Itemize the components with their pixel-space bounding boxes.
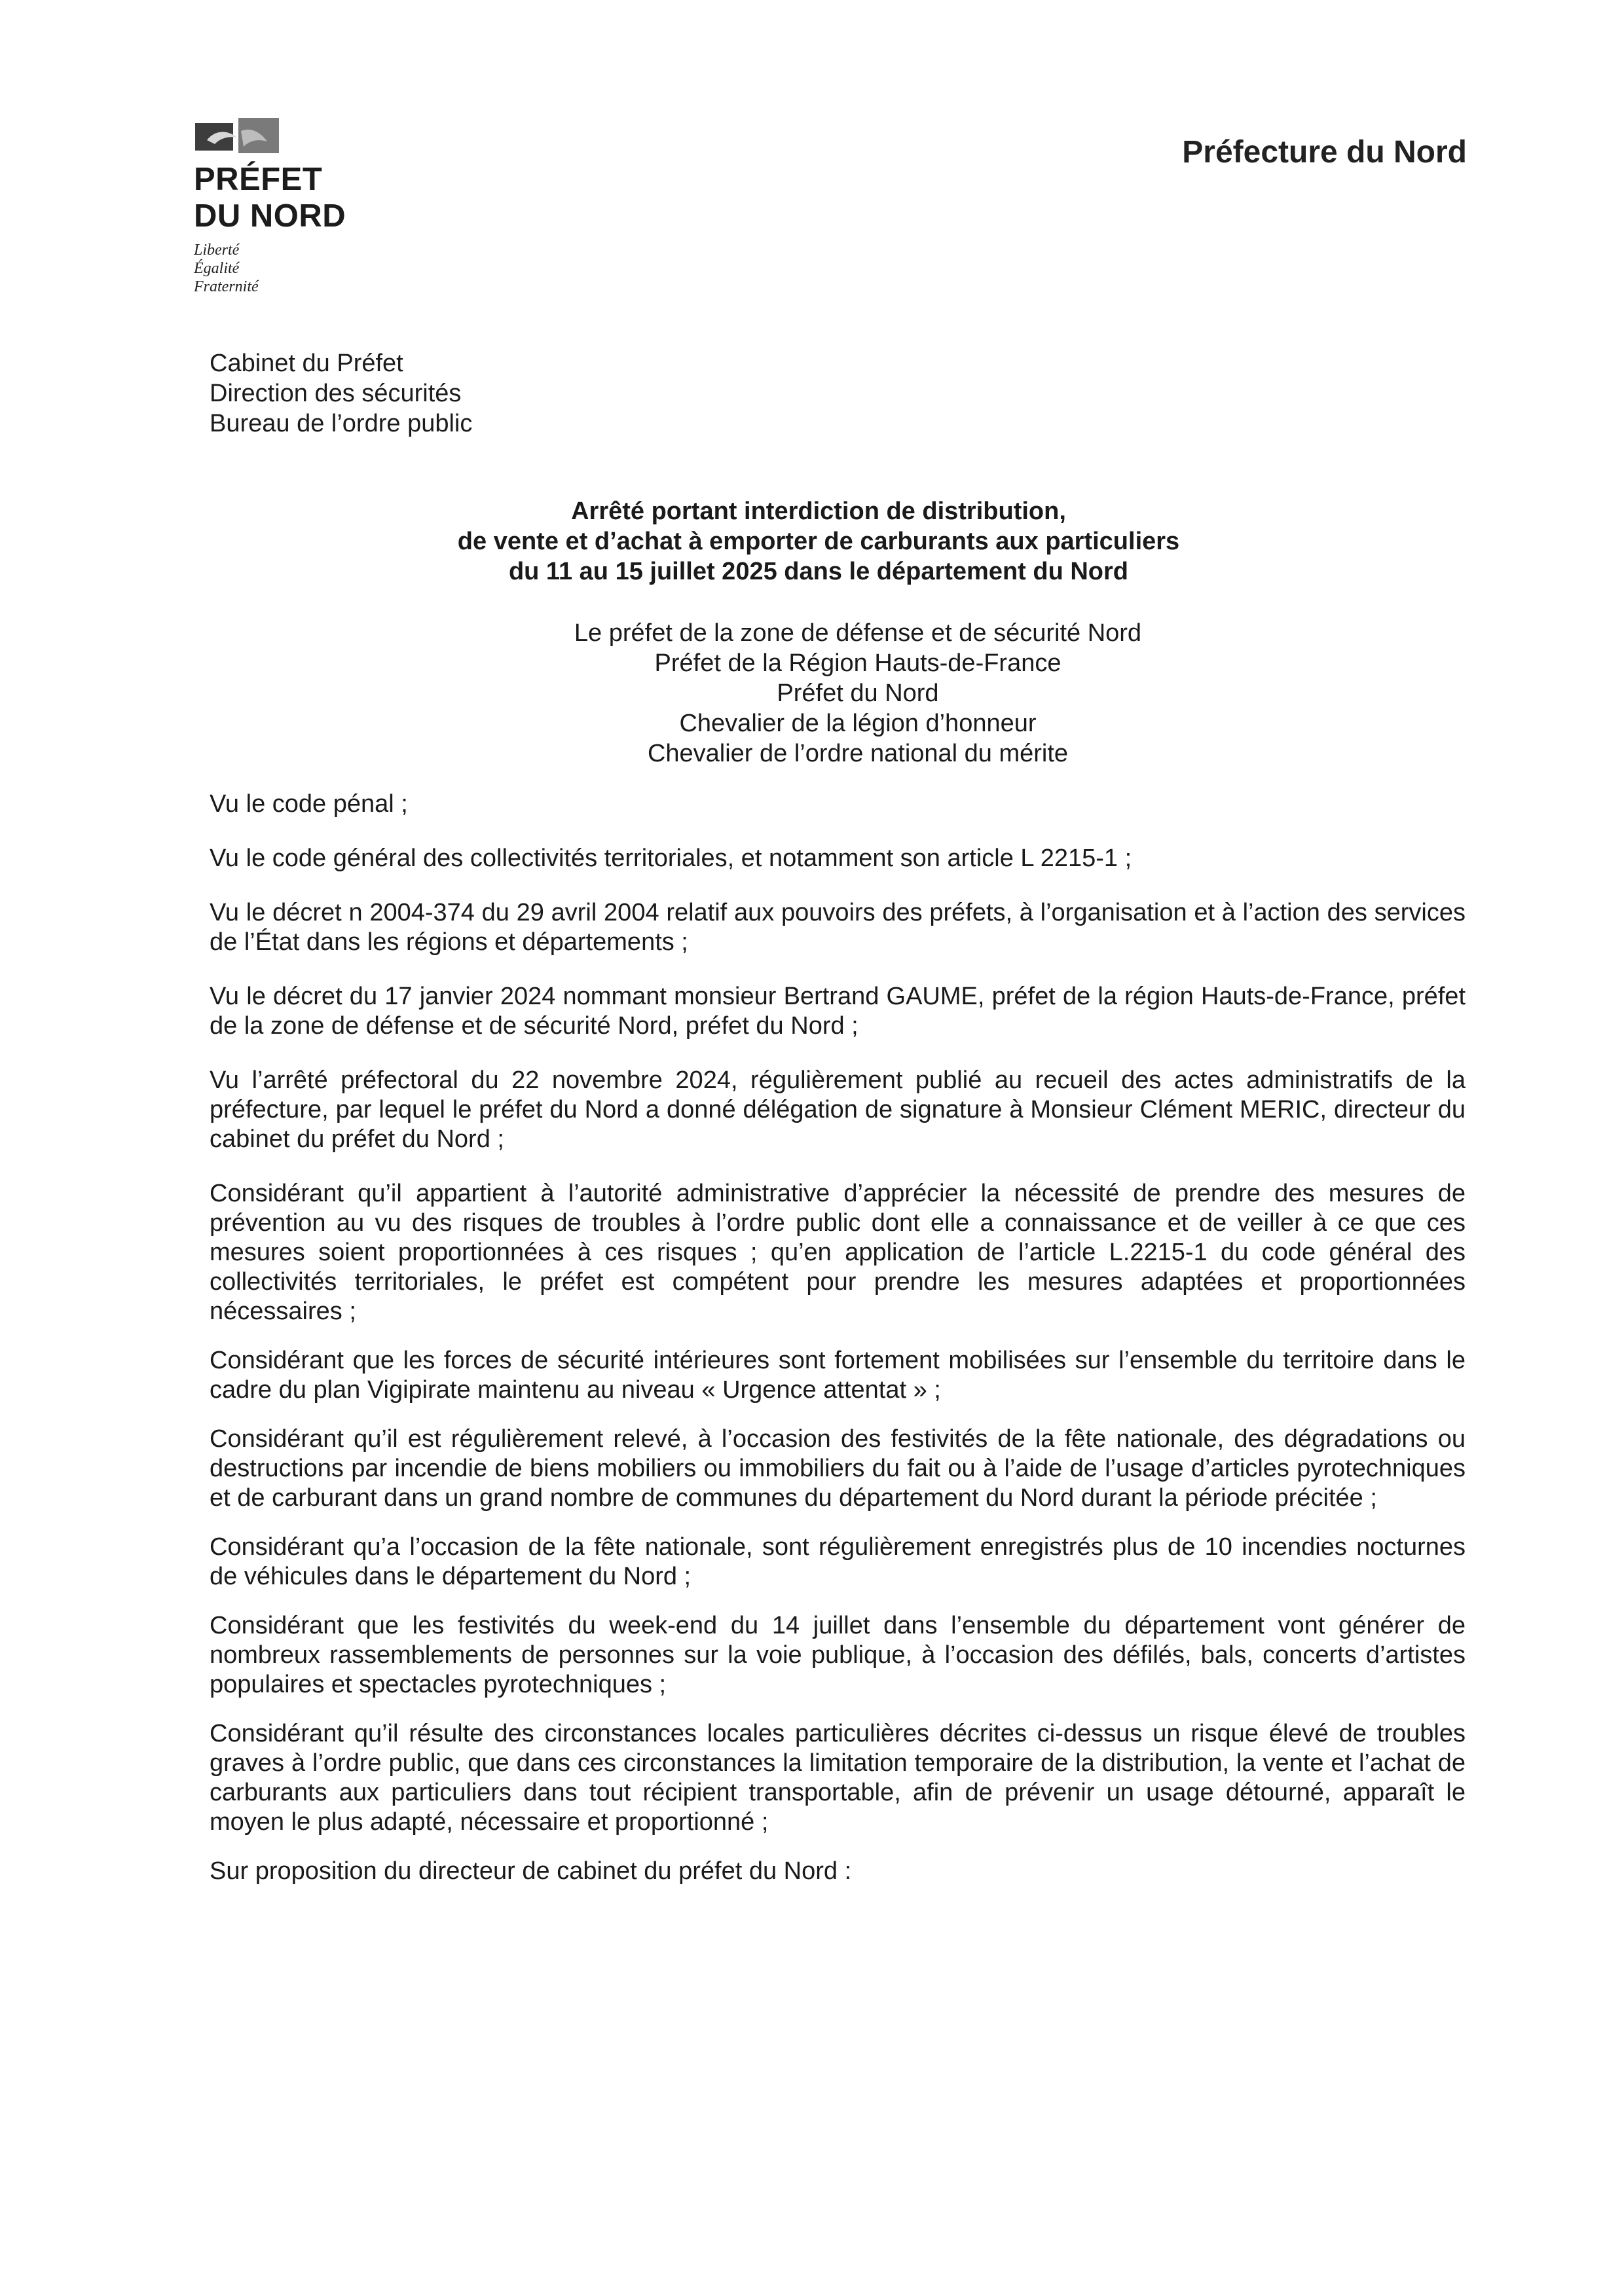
title-line-1: Arrêté portant interdiction de distribution,: [571, 498, 1066, 525]
paragraph-vu-arrete-delegation: Vu l’arrêté préfectoral du 22 novembre 2024, régulièrement publié au recueil des actes administratifs de la préfecture, par lequel le préfet du Nord a donné délégation de signature à Monsieur Clément MERIC, directeur du cabinet du préfet du Nord ;: [210, 1066, 1466, 1153]
motto-egalite: Égalité: [194, 260, 240, 277]
paragraph-vu-decret-2024: Vu le décret du 17 janvier 2024 nommant monsieur Bertrand GAUME, préfet de la région Hauts-de-France, préfet de la zone de défense et de sécurité Nord, préfet du Nord ;: [210, 983, 1466, 1040]
authority-line-1: Le préfet de la zone de défense et de sécurité Nord: [574, 619, 1142, 647]
motto-liberte: Liberté: [194, 242, 240, 259]
motto-fraternite: Fraternité: [194, 278, 259, 295]
logo-title-line-2: DU NORD: [194, 198, 346, 234]
paragraph-sur-proposition: Sur proposition du directeur de cabinet du préfet du Nord :: [210, 1857, 852, 1885]
paragraph-considerant-autorite: Considérant qu’il appartient à l’autorité administrative d’apprécier la nécessité de prendre des mesures de prévention au vu des risques de troubles à l’ordre public dont elle a connaissance et de veiller à ce que ces mesures soient proportionnées à ces risques ; qu’en application de l’article L.2215-1 du code général des collectivités territoriales, le préfet est compétent pour prendre les mesures adaptées et proportionnées nécessaires ;: [210, 1180, 1466, 1325]
title-line-3: du 11 au 15 juillet 2025 dans le département du Nord: [508, 558, 1129, 585]
cabinet-line-3: Bureau de l’ordre public: [210, 410, 473, 437]
marianne-logo-icon: [195, 118, 287, 153]
cabinet-block: [210, 348, 472, 439]
authority-line-2: Préfet de la Région Hauts-de-France: [654, 649, 1061, 677]
title-line-2: de vente et d’achat à emporter de carburants aux particuliers: [457, 528, 1180, 555]
prefet-logo-block: [194, 118, 403, 296]
paragraph-considerant-forces: Considérant que les forces de sécurité intérieures sont fortement mobilisées sur l’ensemble du territoire dans le cadre du plan Vigipirate maintenu au niveau « Urgence attentat » ;: [210, 1347, 1466, 1404]
body-paragraphs: [210, 790, 1466, 1906]
cabinet-line-1: Cabinet du Préfet: [210, 350, 403, 377]
paragraph-considerant-festivites: Considérant que les festivités du week-end du 14 juillet dans l’ensemble du département vont générer de nombreux rassemblements de personnes sur la voie publique, à l’occasion des défilés, bals, concerts d’artistes populaires et spectacles pyrotechniques ;: [210, 1612, 1466, 1698]
authority-line-5: Chevalier de l’ordre national du mérite: [647, 740, 1069, 767]
prefecture-heading: Préfecture du Nord: [1182, 135, 1467, 170]
motto: [194, 241, 403, 296]
authority-line-4: Chevalier de la légion d’honneur: [679, 710, 1037, 737]
authority-line-3: Préfet du Nord: [777, 680, 939, 707]
paragraph-vu-code-penal: Vu le code pénal ;: [210, 790, 408, 818]
cabinet-line-2: Direction des sécurités: [210, 380, 462, 407]
paragraph-considerant-degradations: Considérant qu’il est régulièrement relevé, à l’occasion des festivités de la fête nationale, des dégradations ou destructions par incendie de biens mobiliers ou immobiliers du fait ou à l’aide de l’usage d’articles pyrotechniques et de carburant dans un grand nombre de communes du département du Nord durant la période précitée ;: [210, 1425, 1466, 1512]
paragraph-considerant-risque: Considérant qu’il résulte des circonstances locales particulières décrites ci-dessus un risque élevé de troubles graves à l’ordre public, que dans ces circonstances la limitation temporaire de la distribution, la vente et l’achat de carburants aux particuliers dans tout récipient transportable, afin de prévenir un usage détourné, apparaît le moyen le plus adapté, nécessaire et proportionné ;: [210, 1720, 1466, 1836]
paragraph-considerant-incendies: Considérant qu’a l’occasion de la fête nationale, sont régulièrement enregistrés plus de 10 incendies nocturnes de véhicules dans le département du Nord ;: [210, 1533, 1466, 1590]
paragraph-vu-decret-2004: Vu le décret n 2004-374 du 29 avril 2004 relatif aux pouvoirs des préfets, à l’organisation et à l’action des services de l’État dans les régions et départements ;: [210, 899, 1466, 956]
arrete-title: [354, 496, 1283, 587]
paragraph-vu-cgct: Vu le code général des collectivités territoriales, et notamment son article L 2215-1 ;: [210, 845, 1132, 872]
logo-title-line-1: PRÉFET: [194, 162, 323, 197]
authority-block: [432, 618, 1283, 769]
